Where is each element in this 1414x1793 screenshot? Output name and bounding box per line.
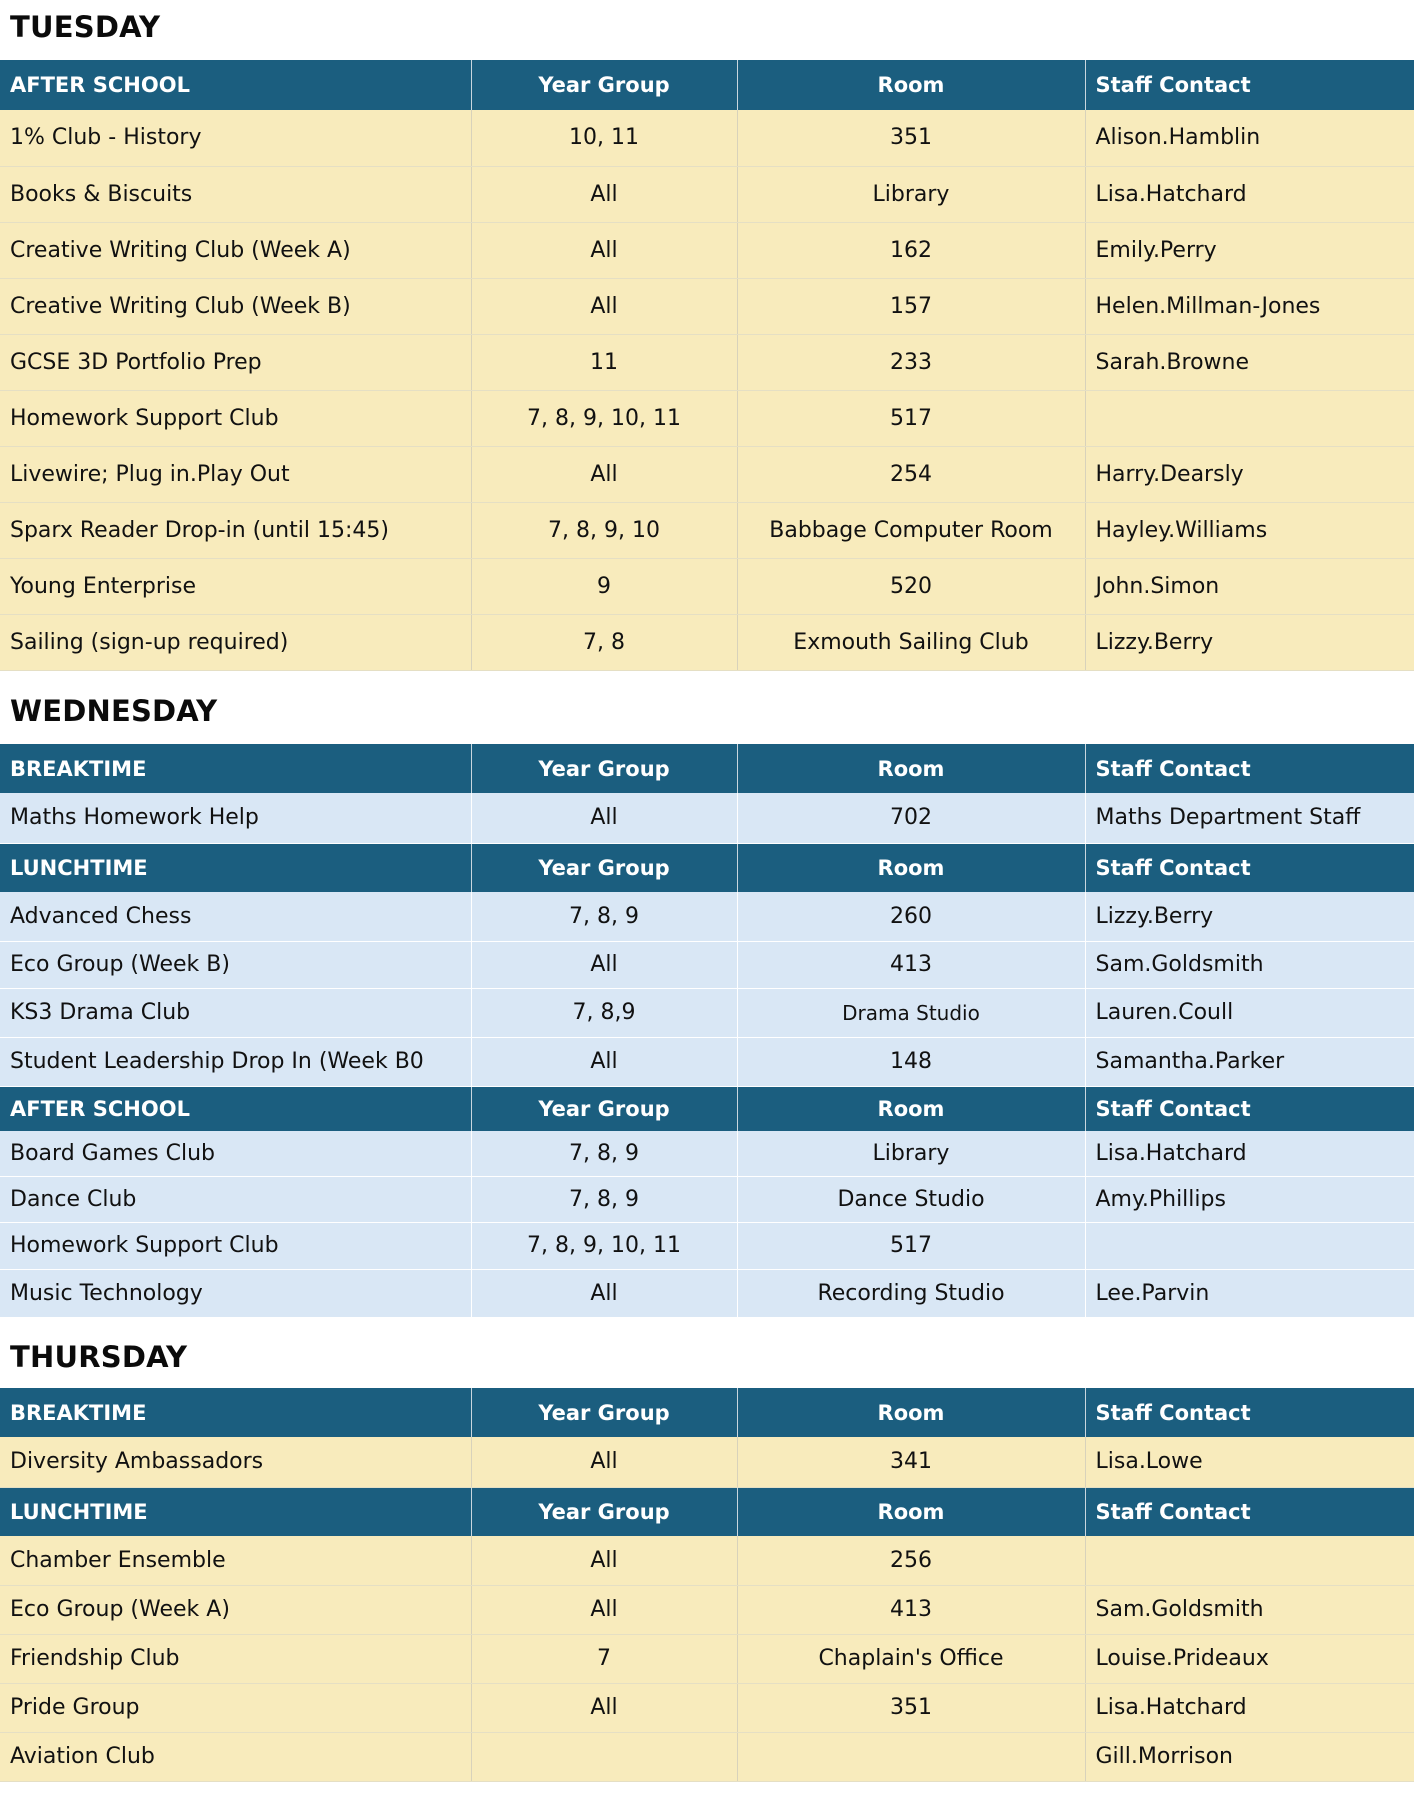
staff-contact: Louise.Prideaux [1085, 1634, 1414, 1683]
header-year-group: Year Group [471, 843, 737, 892]
table-header-row [0, 843, 1414, 892]
table-row [0, 1222, 1414, 1269]
table-row [0, 390, 1414, 446]
staff-contact: Sarah.Browne [1085, 334, 1414, 390]
staff-contact: Helen.Millman-Jones [1085, 278, 1414, 334]
room: 157 [737, 278, 1085, 334]
wednesday-schedule-table [0, 744, 1414, 1318]
staff-contact: Lisa.Hatchard [1085, 1683, 1414, 1732]
club-name: 1% Club - History [0, 110, 471, 166]
club-name: Chamber Ensemble [0, 1536, 471, 1585]
header-staff-contact: Staff Contact [1085, 1388, 1414, 1437]
day-title-tuesday: TUESDAY [10, 10, 161, 44]
staff-contact: Lisa.Hatchard [1085, 166, 1414, 222]
club-name: Sparx Reader Drop-in (until 15:45) [0, 502, 471, 558]
table-row [0, 278, 1414, 334]
club-name: Diversity Ambassadors [0, 1437, 471, 1487]
table-row [0, 793, 1414, 843]
year-group: 10, 11 [471, 110, 737, 166]
header-session: AFTER SCHOOL [0, 1086, 471, 1131]
club-name: Advanced Chess [0, 892, 471, 941]
club-name: Eco Group (Week B) [0, 941, 471, 988]
year-group: All [471, 941, 737, 988]
table-row [0, 446, 1414, 502]
year-group: All [471, 1037, 737, 1086]
room: 148 [737, 1037, 1085, 1086]
room: 351 [737, 110, 1085, 166]
staff-contact: Lisa.Lowe [1085, 1437, 1414, 1487]
year-group: 7, 8,9 [471, 988, 737, 1037]
year-group: 7, 8, 9, 10 [471, 502, 737, 558]
club-name: Homework Support Club [0, 390, 471, 446]
year-group: All [471, 793, 737, 843]
year-group: 11 [471, 334, 737, 390]
club-name: Music Technology [0, 1269, 471, 1317]
header-year-group: Year Group [471, 1086, 737, 1131]
table-row [0, 502, 1414, 558]
year-group: 9 [471, 558, 737, 614]
header-staff-contact: Staff Contact [1085, 1487, 1414, 1536]
staff-contact: Lisa.Hatchard [1085, 1131, 1414, 1176]
table-row [0, 222, 1414, 278]
year-group: All [471, 1585, 737, 1634]
staff-contact: John.Simon [1085, 558, 1414, 614]
header-room: Room [737, 1086, 1085, 1131]
header-staff-contact: Staff Contact [1085, 843, 1414, 892]
room: Recording Studio [737, 1269, 1085, 1317]
staff-contact: Lizzy.Berry [1085, 892, 1414, 941]
table-row [0, 110, 1414, 166]
tuesday-schedule-table [0, 60, 1414, 671]
room: 162 [737, 222, 1085, 278]
room [737, 1732, 1085, 1781]
header-year-group: Year Group [471, 744, 737, 793]
staff-contact: Emily.Perry [1085, 222, 1414, 278]
room: 702 [737, 793, 1085, 843]
year-group: All [471, 1269, 737, 1317]
staff-contact: Harry.Dearsly [1085, 446, 1414, 502]
club-name: Student Leadership Drop In (Week B0 [0, 1037, 471, 1086]
table-row [0, 1437, 1414, 1487]
year-group: All [471, 1536, 737, 1585]
year-group: 7, 8 [471, 614, 737, 670]
room: Library [737, 166, 1085, 222]
year-group: 7 [471, 1634, 737, 1683]
thursday-schedule-table [0, 1388, 1414, 1782]
room: Babbage Computer Room [737, 502, 1085, 558]
year-group: All [471, 166, 737, 222]
club-name: Young Enterprise [0, 558, 471, 614]
room: 517 [737, 390, 1085, 446]
room: Exmouth Sailing Club [737, 614, 1085, 670]
day-title-thursday: THURSDAY [10, 1340, 188, 1374]
club-name: Maths Homework Help [0, 793, 471, 843]
club-name: Aviation Club [0, 1732, 471, 1781]
staff-contact: Sam.Goldsmith [1085, 1585, 1414, 1634]
year-group: All [471, 1683, 737, 1732]
room: 351 [737, 1683, 1085, 1732]
club-name: Sailing (sign-up required) [0, 614, 471, 670]
staff-contact [1085, 1222, 1414, 1269]
staff-contact: Samantha.Parker [1085, 1037, 1414, 1086]
staff-contact: Gill.Morrison [1085, 1732, 1414, 1781]
table-header-row [0, 60, 1414, 110]
header-year-group: Year Group [471, 1487, 737, 1536]
staff-contact: Alison.Hamblin [1085, 110, 1414, 166]
table-row [0, 1131, 1414, 1176]
table-row [0, 1634, 1414, 1683]
year-group: 7, 8, 9, 10, 11 [471, 1222, 737, 1269]
club-name: Friendship Club [0, 1634, 471, 1683]
club-name: Pride Group [0, 1683, 471, 1732]
table-row [0, 1585, 1414, 1634]
table-header-row [0, 1487, 1414, 1536]
room: 413 [737, 1585, 1085, 1634]
table-row [0, 1732, 1414, 1781]
table-header-row [0, 1388, 1414, 1437]
staff-contact: Lee.Parvin [1085, 1269, 1414, 1317]
year-group: All [471, 278, 737, 334]
staff-contact: Sam.Goldsmith [1085, 941, 1414, 988]
staff-contact [1085, 390, 1414, 446]
room: 517 [737, 1222, 1085, 1269]
header-staff-contact: Staff Contact [1085, 60, 1414, 110]
header-year-group: Year Group [471, 1388, 737, 1437]
room: Drama Studio [737, 988, 1085, 1037]
header-session: BREAKTIME [0, 1388, 471, 1437]
header-staff-contact: Staff Contact [1085, 1086, 1414, 1131]
header-session: AFTER SCHOOL [0, 60, 471, 110]
staff-contact: Hayley.Williams [1085, 502, 1414, 558]
table-row [0, 1037, 1414, 1086]
club-name: Board Games Club [0, 1131, 471, 1176]
staff-contact: Lizzy.Berry [1085, 614, 1414, 670]
header-session: BREAKTIME [0, 744, 471, 793]
staff-contact: Maths Department Staff [1085, 793, 1414, 843]
room: 254 [737, 446, 1085, 502]
club-name: Livewire; Plug in.Play Out [0, 446, 471, 502]
club-name: GCSE 3D Portfolio Prep [0, 334, 471, 390]
room: 341 [737, 1437, 1085, 1487]
room: 233 [737, 334, 1085, 390]
year-group [471, 1732, 737, 1781]
table-row [0, 1683, 1414, 1732]
year-group: All [471, 222, 737, 278]
year-group: All [471, 1437, 737, 1487]
club-name: Eco Group (Week A) [0, 1585, 471, 1634]
room: Chaplain's Office [737, 1634, 1085, 1683]
room: 256 [737, 1536, 1085, 1585]
header-staff-contact: Staff Contact [1085, 744, 1414, 793]
year-group: All [471, 446, 737, 502]
table-row [0, 1269, 1414, 1317]
header-session: LUNCHTIME [0, 843, 471, 892]
table-header-row [0, 1086, 1414, 1131]
table-row [0, 1536, 1414, 1585]
day-title-wednesday: WEDNESDAY [10, 694, 218, 728]
club-name: KS3 Drama Club [0, 988, 471, 1037]
year-group: 7, 8, 9 [471, 1176, 737, 1222]
room: 520 [737, 558, 1085, 614]
header-room: Room [737, 843, 1085, 892]
club-name: Dance Club [0, 1176, 471, 1222]
club-name: Creative Writing Club (Week A) [0, 222, 471, 278]
table-row [0, 334, 1414, 390]
staff-contact: Amy.Phillips [1085, 1176, 1414, 1222]
club-name: Books & Biscuits [0, 166, 471, 222]
header-room: Room [737, 744, 1085, 793]
club-name: Homework Support Club [0, 1222, 471, 1269]
room: 413 [737, 941, 1085, 988]
table-row [0, 988, 1414, 1037]
table-row [0, 892, 1414, 941]
staff-contact [1085, 1536, 1414, 1585]
room: Dance Studio [737, 1176, 1085, 1222]
year-group: 7, 8, 9 [471, 892, 737, 941]
room: 260 [737, 892, 1085, 941]
header-year-group: Year Group [471, 60, 737, 110]
table-row [0, 166, 1414, 222]
table-row [0, 1176, 1414, 1222]
header-room: Room [737, 60, 1085, 110]
header-room: Room [737, 1487, 1085, 1536]
header-room: Room [737, 1388, 1085, 1437]
header-session: LUNCHTIME [0, 1487, 471, 1536]
club-name: Creative Writing Club (Week B) [0, 278, 471, 334]
room: Library [737, 1131, 1085, 1176]
year-group: 7, 8, 9 [471, 1131, 737, 1176]
table-row [0, 941, 1414, 988]
year-group: 7, 8, 9, 10, 11 [471, 390, 737, 446]
table-row [0, 558, 1414, 614]
staff-contact: Lauren.Coull [1085, 988, 1414, 1037]
table-header-row [0, 744, 1414, 793]
table-row [0, 614, 1414, 670]
